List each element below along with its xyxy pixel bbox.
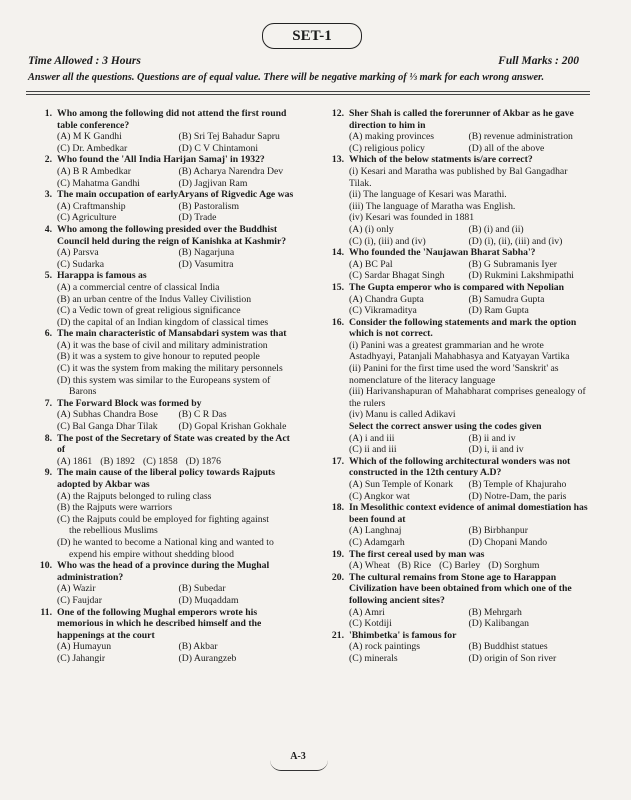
question-number: 15. [331,281,344,293]
option: (A) (i) only [349,223,394,235]
question-number: 17. [331,455,344,467]
question-number: 4. [44,223,52,235]
options-row [57,456,300,468]
question-text: Sher Shah is called the forerunner of Akbar as he gave direction to him in [349,108,574,131]
statement: (iv) Manu is called Adikavi [349,409,456,421]
question-item [24,433,300,468]
question-body [57,398,300,433]
option: (D) Trade [178,212,217,224]
options-grid [57,131,300,154]
option: (C) Agriculture [57,212,117,224]
question-text: Who among the following did not attend the first round table conference? [57,108,287,131]
time-allowed: Time Allowed : 3 Hours [28,55,141,67]
option: (D) (i), (ii), (iii) and (iv) [468,235,563,247]
option: (B) Mehrgarh [468,606,522,618]
question-text: The post of the Secretary of State was created by the Act of [57,432,290,456]
option: (C) it was the system from making the military personnels [57,363,283,375]
question-text: 'Bhimbetka' is famous for [349,629,457,641]
option: (B) Sri Tej Bahadur Sapru [178,131,280,143]
question-text: The Forward Block was formed by [57,397,202,409]
question-body [349,630,588,665]
question-item [24,398,300,433]
option: (C) Jahangir [57,652,106,664]
question-item [24,154,300,189]
options-grid [349,433,588,456]
option: (D) Ram Gupta [468,305,529,317]
option: (D) Vasumitra [178,258,234,270]
option: (B) Pastoralism [178,200,240,212]
option: (C) Angkor wat [349,490,410,502]
option: (D) C V Chintamoni [178,142,259,154]
options-grid [57,201,300,224]
option: (B) Nagarjuna [178,247,235,259]
option: (D) Chopani Mando [468,536,548,548]
option: (A) Craftmanship [57,200,126,212]
option: (C) Kotdiji [349,618,392,630]
question-body [57,328,300,398]
option: (C) (i), (iii) and (iv) [349,235,426,247]
question-body [57,560,300,606]
question-body [57,607,300,665]
option: (B) it was a system to give honour to reputed people [57,351,260,363]
question-body [57,270,300,328]
question-body [349,247,588,282]
option: (B) Acharya Narendra Dev [178,165,284,177]
question-text: The main characteristic of Mansabdari system was that [57,328,287,340]
question-number: 2. [44,154,52,166]
question-item [316,317,588,456]
question-body [57,154,300,189]
option: (A) Chandra Gupta [349,293,424,305]
option: (A) the Rajputs belonged to ruling class [57,490,212,502]
statement: (i) Kesari and Maratha was published by Bal Gangadhar Tilak. [349,165,568,189]
question-number: 11. [40,606,52,618]
option: (A) Subhas Chandra Bose [57,409,158,421]
option: (B) Rice [397,560,432,572]
option: (C) Mahatma Gandhi [57,177,140,189]
option: (D) Jagjivan Ram [178,177,248,189]
option: (A) Parsva [57,247,99,259]
question-item [24,224,300,270]
question-body [349,282,588,317]
question-item [24,467,300,560]
question-number: 16. [331,316,344,328]
question-text: Harappa is famous as [57,270,147,282]
question-number: 12. [331,108,344,119]
option: (D) Muqaddam [178,594,239,606]
option: (D) Kalibangan [468,618,530,630]
option: (B) Subedar [178,583,226,595]
option: (B) G Subramanis Iyer [468,258,558,270]
question-body [57,433,300,468]
question-body [349,502,588,548]
option: (B) Samudra Gupta [468,293,545,305]
option: (C) Adamgarh [349,536,405,548]
option: (D) Gopal Krishan Gokhale [178,421,287,433]
options-grid [57,166,300,189]
left-column [24,108,300,665]
option: (C) a Vedic town of great religious significance [57,305,241,317]
option: (A) Langhnaj [349,525,402,537]
option: (C) Faujdar [57,594,102,606]
option: (C) ii and iii [349,444,397,456]
question-body [57,467,300,560]
question-text: Which of the following architectural wonders was not constructed in the 12th century A.D? [349,455,571,479]
question-text: Which of the below statments is/are correct? [349,154,533,166]
options-grid [349,479,588,502]
option: (B) 1892 [100,455,135,467]
option: (D) this system was similar to the Europeans system of [57,374,271,386]
options-grid [349,224,588,247]
option: (B) Buddhist statues [468,641,548,653]
option: (D) origin of Son river [468,652,557,664]
option: (A) Humayun [57,641,112,653]
option: (A) M K Gandhi [57,131,122,143]
question-body [57,224,300,270]
question-text: The main occupation of earlyAryans of Rigvedic Age was [57,189,294,201]
question-number: 5. [44,270,52,282]
statement: (ii) The language of Kesari was Marathi. [349,189,507,201]
option: (C) 1858 [142,455,178,467]
question-body [349,549,588,572]
question-text: The Gupta emperor who is compared with Nepolian [349,281,565,293]
options-grid [349,607,588,630]
question-text: Who was the head of a province during the Mughal administration? [57,560,270,583]
question-text: The first cereal used by man was [349,548,485,560]
question-text: Who among the following presided over the Buddhist Council held during the reign of Kanishka at Kashmir? [57,223,287,247]
question-body [349,456,588,502]
option: (D) 1876 [185,455,221,467]
question-item [316,549,588,572]
question-item [316,108,588,154]
option: (B) ii and iv [468,432,516,444]
question-number: 13. [331,154,344,166]
options-grid [349,525,588,548]
statement: (i) Panini was a greatest grammarian and he wrote Astadhyayi, Patanjali Mahabhasya and Katyayan Vartika [349,339,570,363]
question-text: One of the following Mughal emperors wrote his memorious in which he described himself and the happenings at the court [57,606,262,641]
options-grid [349,131,588,154]
options-grid [57,409,300,432]
option: (D) Sorghum [488,560,540,572]
question-text: Who found the 'All India Harijan Samaj' in 1932? [57,154,265,166]
option: (A) B R Ambedkar [57,165,131,177]
option: (D) he wanted to become a National king and wanted to [57,536,274,548]
option: (B) an urban centre of the Indus Valley Civilistion [57,293,252,305]
option: (B) C R Das [178,409,227,421]
question-text: The cultural remains from Stone age to Harappan Civilization have been obtained from which one of the following ancient sites? [349,571,572,606]
option-continuation: Barons [69,386,97,398]
question-item [316,282,588,317]
question-text: Who founded the 'Naujawan Bharat Sabha'? [349,247,536,259]
question-number: 19. [331,548,344,560]
option: (A) rock paintings [349,641,421,653]
option: (A) BC Pal [349,258,393,270]
question-body [349,572,588,630]
question-number: 1. [44,108,52,119]
option-continuation: expend his empire without shedding blood [69,548,234,560]
question-number: 7. [44,397,52,409]
set-label: SET-1 [262,23,362,49]
option: (A) Sun Temple of Konark [349,479,454,490]
option: (A) i and iii [349,432,395,444]
question-item [24,607,300,665]
question-item [24,189,300,224]
option: (B) revenue administration [468,131,573,143]
options-grid [349,294,588,317]
option: (B) Temple of Khajuraho [468,479,567,490]
option: (D) Aurangzeb [178,652,237,664]
option: (A) it was the base of civil and military administration [57,339,268,351]
option: (A) making provinces [349,131,435,143]
statement: (ii) Panini for the first time used the word 'Sanskrit' as nomenclature of the literacy language [349,363,559,386]
options-grid [57,583,300,606]
option: (D) Notre-Dam, the paris [468,490,567,502]
question-number: 18. [331,502,344,514]
options-grid [57,641,300,664]
option: (D) i, ii and iv [468,444,524,456]
full-marks: Full Marks : 200 [498,55,579,67]
option: (C) the Rajputs could be employed for fighting against [57,513,270,525]
option: (A) a commercial centre of classical India [57,281,220,293]
instructions: Answer all the questions. Questions are of equal value. There will be negative marking of ⅓ mark for each wrong answer. [28,72,545,83]
question-item [316,630,588,665]
statement: (iv) Kesari was founded in 1881 [349,212,475,224]
option: (D) the capital of an Indian kingdom of classical times [57,316,269,328]
question-item [24,328,300,398]
option: (C) Vikramaditya [349,305,417,317]
question-text: The main cause of the liberal policy towards Rajputs adopted by Akbar was [57,467,275,490]
question-body [349,154,588,247]
question-text: In Mesolithic context evidence of animal domestiation has been found at [349,502,588,525]
option: (B) Birbhanpur [468,525,528,537]
statement: (iii) The language of Maratha was English. [349,200,516,212]
option: (A) Amri [349,606,385,618]
question-item [316,247,588,282]
question-body [349,108,588,154]
option: (A) 1861 [57,455,93,467]
question-item [24,108,300,154]
option: (C) Sudarka [57,258,105,270]
question-number: 20. [331,571,344,583]
option: (D) all of the above [468,142,545,154]
question-text: Consider the following statements and mark the option which is not correct. [349,316,577,340]
page-number: A-3 [290,751,306,762]
option: (B) Akbar [178,641,218,653]
option: (A) Wazir [57,583,96,595]
statement: (iii) Harivanshapuran of Mahabharat comprises genealogy of the rulers [349,386,586,409]
question-number: 9. [44,467,52,479]
options-grid [349,641,588,664]
option: (C) Barley [439,560,481,572]
option-continuation: the rebellious Muslims [69,525,158,537]
header-rule [26,91,590,92]
question-number: 3. [44,189,52,201]
question-item [316,572,588,630]
option: (C) religious policy [349,142,425,154]
option: (A) Wheat [349,560,390,572]
option: (C) minerals [349,652,398,664]
question-body [57,108,300,154]
page-number-curve [270,760,328,771]
question-number: 10. [39,560,52,572]
question-item [316,502,588,548]
options-row [349,560,588,572]
question-item [24,560,300,606]
question-number: 8. [44,432,52,444]
option: (C) Dr. Ambedkar [57,142,128,154]
question-item [316,154,588,247]
question-body [57,189,300,224]
header-rule-2 [26,94,590,95]
option: (B) (i) and (ii) [468,223,524,235]
question-number: 6. [44,328,52,340]
question-body [349,317,588,456]
right-column [316,108,588,665]
option: (C) Bal Ganga Dhar Tilak [57,421,158,433]
option: (C) Sardar Bhagat Singh [349,270,445,282]
question-number: 14. [331,247,344,259]
options-grid [349,259,588,282]
question-number: 21. [331,629,344,641]
option: (D) Rukmini Lakshmipathi [468,270,574,282]
instruction-text: Select the correct answer using the codes given [349,421,542,433]
question-item [24,270,300,328]
options-grid [57,247,300,270]
question-item [316,456,588,502]
option: (B) the Rajputs were warriors [57,502,173,514]
